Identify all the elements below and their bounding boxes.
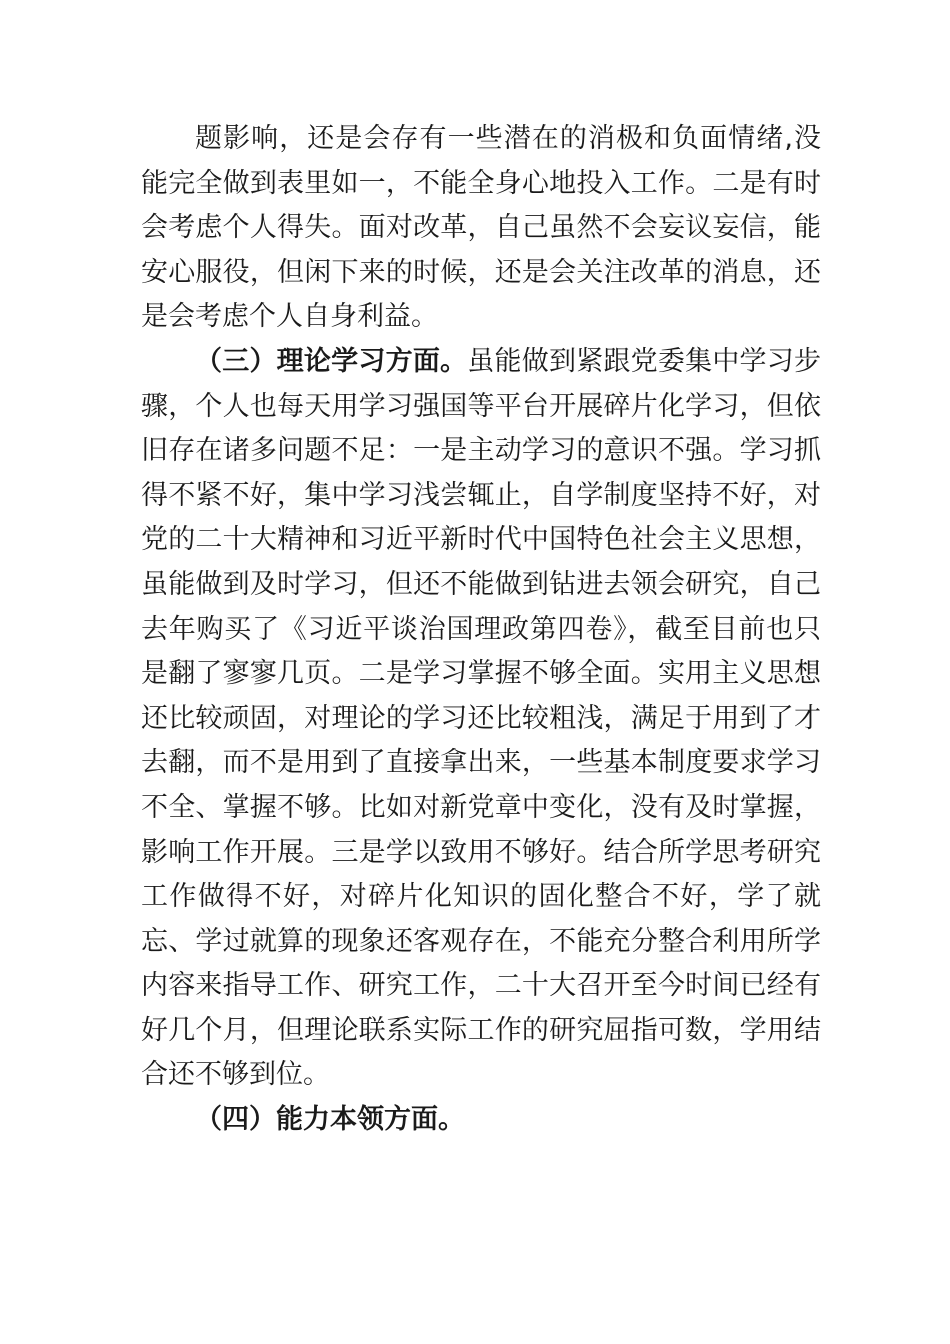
section-3-heading: （三）理论学习方面。 (195, 345, 468, 377)
section-4-heading: （四）能力本领方面。 (195, 1104, 465, 1136)
paragraph-continuation (141, 117, 821, 340)
paragraph-text: 题影响，还是会存有一些潜在的消极和负面情绪,没能完全做到表里如一，不能全身心地投入工作。二是有时会考虑个人得失。面对改革，自己虽然不会妄议妄信，能安心服役，但闲下来的时候，还是会关注改革的消息，还是会考虑个人自身利益。 (141, 123, 821, 333)
section-3-body: 虽能做到紧跟党委集中学习步骤，个人也每天用学习强国等平台开展碎片化学习，但依旧存在诸多问题不足：一是主动学习的意识不强。学习抓得不紧不好，集中学习浅尝辄止，自学制度坚持不好，对党的二十大精神和习近平新时代中国特色社会主义思想，虽能做到及时学习，但还不能做到钻进去领会研究，自己去年购买了《习近平谈治国理政第四卷》，截至目前也只是翻了寥寥几页。二是学习掌握不够全面。实用主义思想还比较顽固，对理论的学习还比较粗浅，满足于用到了才去翻，而不是用到了直接拿出来，一些基本制度要求学习不全、掌握不够。比如对新党章中变化，没有及时掌握，影响工作开展。三是学以致用不够好。结合所学思考研究工作做得不好，对碎片化知识的固化整合不好，学了就忘、学过就算的现象还客观存在，不能充分整合利用所学内容来指导工作、研究工作，二十大召开至今时间已经有好几个月，但理论联系实际工作的研究屈指可数，学用结合还不够到位。 (141, 345, 822, 1091)
section-4-paragraph (141, 1098, 821, 1143)
document-body (141, 117, 821, 1143)
section-3-paragraph (141, 340, 821, 1098)
